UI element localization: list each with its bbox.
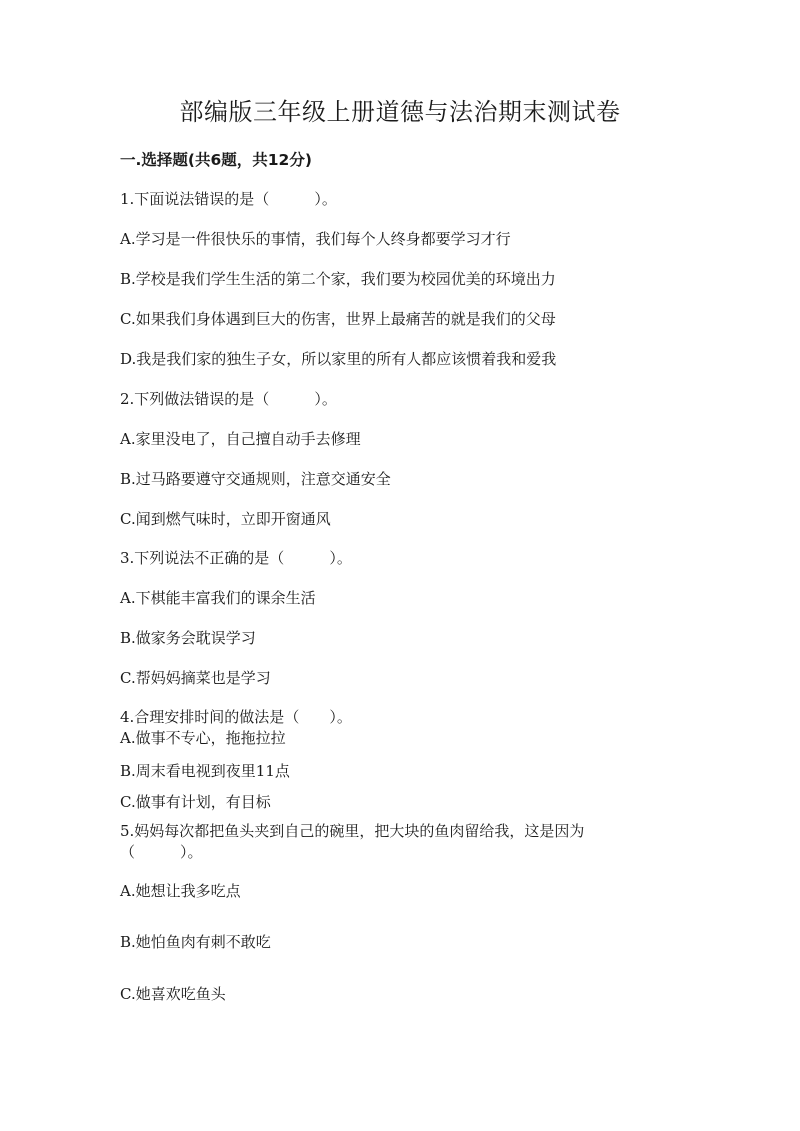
question-1-stem: 1.下面说法错误的是（ ）。 [120, 190, 337, 208]
question-4-option-c: C.做事有计划，有目标 [120, 793, 271, 811]
question-5-stem-continued: （ ）。 [120, 843, 203, 861]
question-3-stem: 3.下列说法不正确的是（ ）。 [120, 549, 352, 567]
section-heading: 一.选择题(共6题，共12分) [120, 151, 312, 169]
question-3-option-a: A.下棋能丰富我们的课余生活 [120, 589, 316, 607]
question-3-option-c: C.帮妈妈摘菜也是学习 [120, 669, 271, 687]
question-5-stem: 5.妈妈每次都把鱼头夹到自己的碗里，把大块的鱼肉留给我，这是因为 [120, 822, 585, 840]
question-3-option-b: B.做家务会耽误学习 [120, 629, 256, 647]
question-5-option-b: B.她怕鱼肉有刺不敢吃 [120, 933, 271, 951]
question-2-option-b: B.过马路要遵守交通规则，注意交通安全 [120, 470, 391, 488]
question-4-stem: 4.合理安排时间的做法是（ ）。 [120, 708, 352, 726]
question-4-option-a: A.做事不专心，拖拖拉拉 [120, 729, 286, 747]
question-1-option-d: D.我是我们家的独生子女，所以家里的所有人都应该惯着我和爱我 [120, 350, 557, 368]
question-2-option-a: A.家里没电了，自己擅自动手去修理 [120, 430, 361, 448]
question-1-option-a: A.学习是一件很快乐的事情，我们每个人终身都要学习才行 [120, 230, 511, 248]
question-4-option-b: B.周末看电视到夜里11点 [120, 762, 290, 780]
question-1-option-c: C.如果我们身体遇到巨大的伤害，世界上最痛苦的就是我们的父母 [120, 310, 556, 328]
question-5-option-a: A.她想让我多吃点 [120, 882, 241, 900]
exam-title: 部编版三年级上册道德与法治期末测试卷 [179, 98, 621, 126]
question-1-option-b: B.学校是我们学生生活的第二个家，我们要为校园优美的环境出力 [120, 270, 556, 288]
question-5-option-c: C.她喜欢吃鱼头 [120, 985, 226, 1003]
question-2-option-c: C.闻到燃气味时，立即开窗通风 [120, 510, 331, 528]
question-2-stem: 2.下列做法错误的是（ ）。 [120, 390, 337, 408]
